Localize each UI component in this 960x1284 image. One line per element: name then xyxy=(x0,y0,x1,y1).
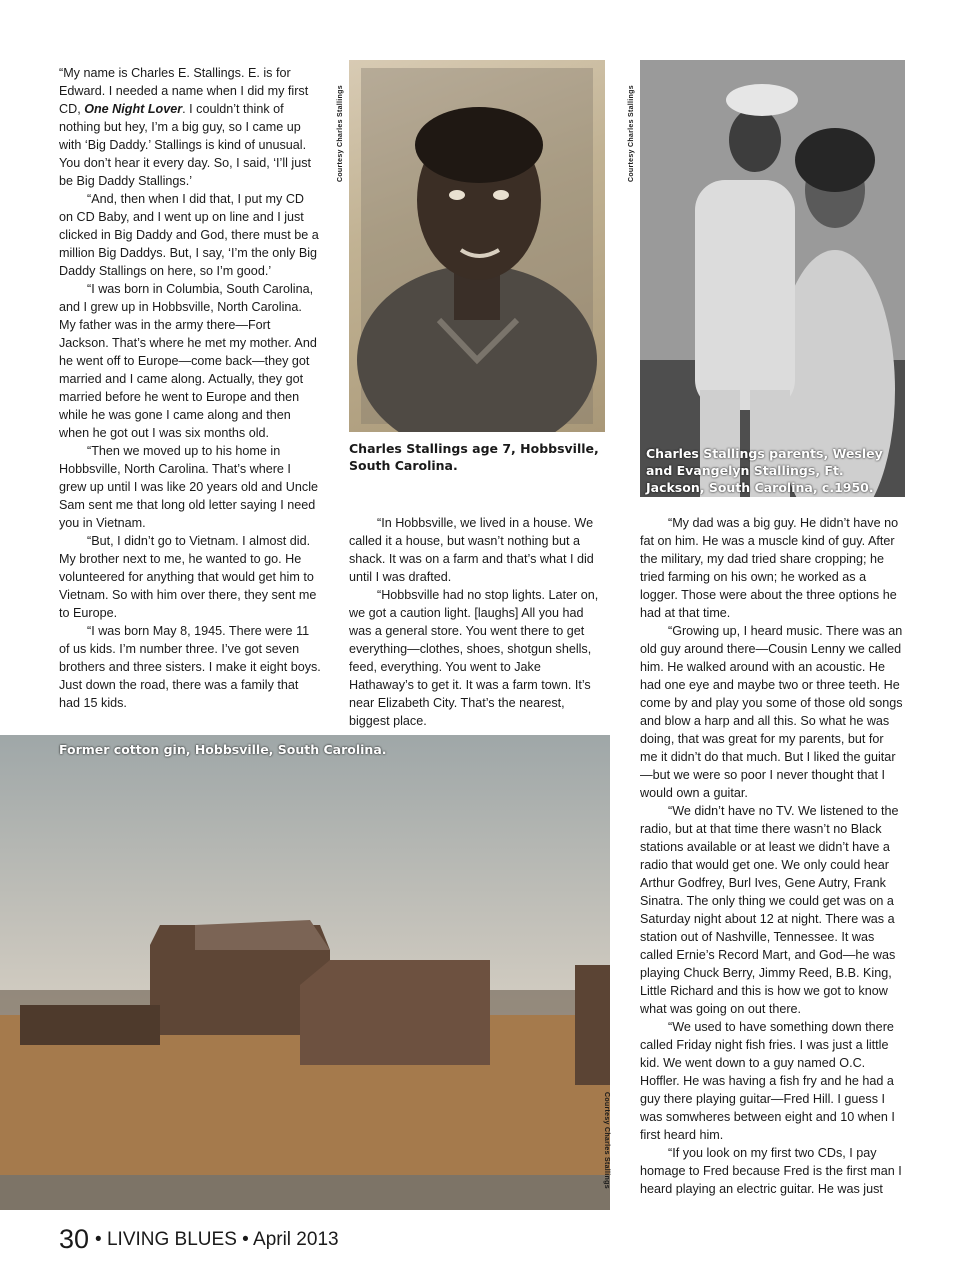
article-column-1 xyxy=(59,64,321,712)
photo-credit-gin: Courtesy Charles Stallings xyxy=(603,1092,610,1189)
paragraph: “But, I didn’t go to Vietnam. I almost did. My brother next to me, he wanted to go. He volunteered for anything that would get him to Vietnam. So with him over there, they sent me to Europe. xyxy=(59,534,317,620)
photo-credit-boy: Courtesy Charles Stallings xyxy=(337,85,344,182)
paragraph: “We didn’t have no TV. We listened to the radio, but at that time there wasn’t no Black stations available or at least we didn’t have a radio that would get one. We only could hear Arthur Godfrey, Burl Ives, Gene Autry, Frank Sinatra. The only thing we could get was on a Saturday night about 12 at night. There was a station out of Nashville, Tennessee. It was called Ernie’s Record Mart, and God—he was playing Chuck Berry, Jimmy Reed, B.B. King, Little Richard and this is how we got to know what was going on out there. xyxy=(640,804,899,1016)
paragraph: “I was born May 8, 1945. There were 11 of us kids. I’m number three. I’ve got seven brothers and three sisters. I make it eight boys. Just down the road, there was a family that had 15 kids. xyxy=(59,624,321,710)
paragraph: “Then we moved up to his home in Hobbsville, North Carolina. That’s where I grew up until I was like 20 years old and Uncle Sam sent me that long old letter saying I need you in Vietnam. xyxy=(59,444,319,530)
photo-credit-parents: Courtesy Charles Stallings xyxy=(628,85,635,182)
album-title: One Night Lover xyxy=(84,102,183,116)
paragraph: “And, then when I did that, I put my CD on CD Baby, and I went up on line and I just clicked in Big Daddy and God, there must be a million Big Daddys. But, I say, ‘I’m the only Big Daddy Stallings on here, so I’m good.’ xyxy=(59,192,319,278)
paragraph: “My dad was a big guy. He didn’t have no fat on him. He was a muscle kind of guy. After the military, my dad tried share cropping; he tried farming on his own; he worked as a logger. Those were about the three options he had at that time. xyxy=(640,516,899,620)
caption-gin-photo: Former cotton gin, Hobbsville, South Carolina. xyxy=(59,742,387,757)
caption-boy-photo: Charles Stallings age 7, Hobbsville, South Carolina. xyxy=(349,441,599,473)
photo-parents-illustration xyxy=(640,60,905,497)
photo-parents xyxy=(640,60,905,497)
article-column-3 xyxy=(640,514,904,1198)
paragraph: “My name is Charles E. Stallings. E. is for Edward. I needed a name when I did my first CD, One Night Lover. I couldn’t think of nothing but hey, I’m a big guy, so I came up with ‘Big Daddy.’ Stallings is kind of unusual. You don’t hear it every day. So, I said, ‘I’ll just be Big Daddy Stallings.’ xyxy=(59,66,312,188)
photo-gin-illustration xyxy=(0,735,610,1210)
photo-charles-age-7 xyxy=(349,60,605,432)
page-number: 30 xyxy=(59,1224,90,1254)
photo-boy-illustration xyxy=(349,60,605,432)
article-column-2 xyxy=(349,514,605,730)
paragraph: “Growing up, I heard music. There was an old guy around there—Cousin Lenny we called him. He walked around with an acoustic. He had one eye and maybe two or three teeth. He come by and play you some of those old songs and blow a harp and all this. So what he was doing, that was great for my parents, but for me it didn’t do that much. But I liked the guitar—but we were so poor I never thought that I would own a guitar. xyxy=(640,624,903,800)
paragraph: “I was born in Columbia, South Carolina, and I grew up in Hobbsville, North Carolina. My father was in the army there—Fort Jackson. That’s where he met my mother. And he went off to Europe—come back—they got married and I came along. Actually, they got married before he went to Europe and then while he was gone I came along and then when he got out I was six months old. xyxy=(59,282,317,440)
paragraph: “We used to have something down there called Friday night fish fries. I was just a little kid. We went down to a guy named O.C. Hoffler. He was having a fish fry and he had a guy there playing guitar—Fred Hill. I guess I was somwheres between eight and 10 when I first heard him. xyxy=(640,1020,895,1142)
caption-parents-photo: Charles Stallings parents, Wesley and Evangelyn Stallings, Ft. Jackson, South Carolina, c.1950. xyxy=(646,446,883,495)
page-footer xyxy=(59,1224,339,1255)
paragraph: “If you look on my first two CDs, I pay homage to Fred because Fred is the first man I heard playing an electric guitar. He was just xyxy=(640,1146,902,1196)
paragraph: “In Hobbsville, we lived in a house. We called it a house, but wasn’t nothing but a shack. It was on a farm and that’s what I did until I was drafted. xyxy=(349,516,594,584)
publication-line: • LIVING BLUES • April 2013 xyxy=(95,1229,339,1250)
paragraph: “Hobbsville had no stop lights. Later on, we got a caution light. [laughs] All you had was a general store. You went there to get everything—clothes, shoes, shotgun shells, feed, everything. You went to Jake Hathaway’s to get it. It was a farm town. It’s near Elizabeth City. That’s the nearest, biggest place. xyxy=(349,588,599,728)
photo-cotton-gin xyxy=(0,735,610,1210)
